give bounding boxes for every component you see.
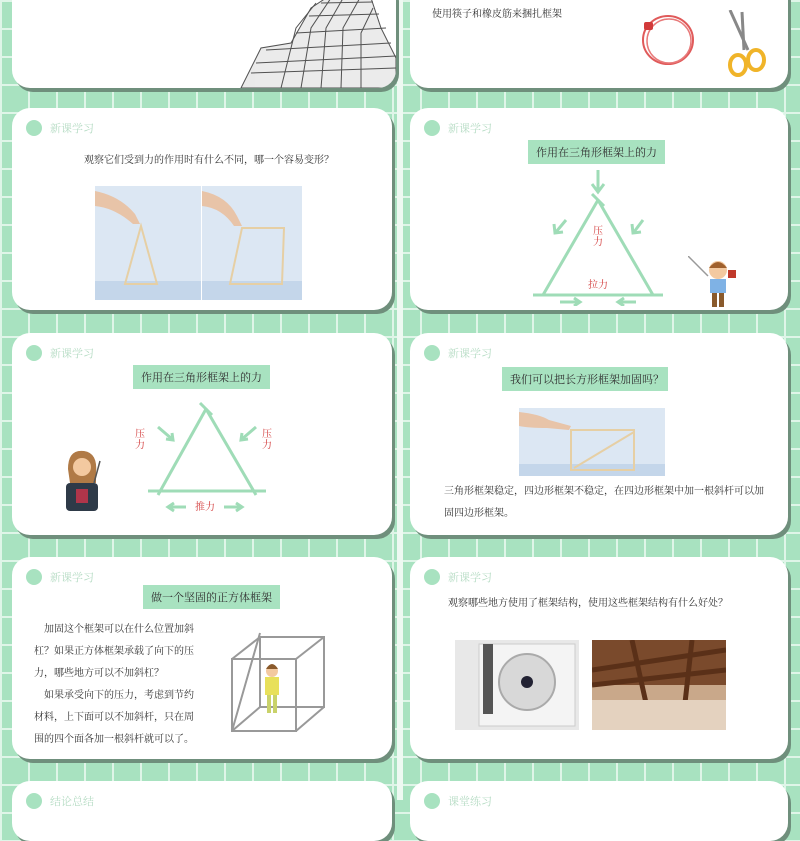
section-label: 新课学习 bbox=[50, 571, 94, 584]
slide-7[interactable] bbox=[12, 557, 392, 759]
bullet-dot-icon bbox=[26, 569, 42, 585]
slide-6-header bbox=[424, 345, 492, 361]
slide-3-question: 观察它们受到力的作用时有什么不同，哪一个容易变形？ bbox=[84, 155, 334, 166]
slide-10-header bbox=[424, 793, 492, 809]
slide-7-paragraph-2: 如果承受向下的压力，考虑到节约材料，上下面可以不加斜杆，只在周围的四个面各加一根斜杆就可以了。 bbox=[34, 690, 194, 745]
bullet-dot-icon bbox=[26, 793, 42, 809]
section-label: 新课学习 bbox=[50, 122, 94, 135]
bullet-dot-icon bbox=[26, 120, 42, 136]
building-wireframe-image bbox=[221, 0, 396, 88]
section-label: 结论总结 bbox=[50, 795, 94, 808]
bullet-dot-icon bbox=[26, 345, 42, 361]
slide-9[interactable] bbox=[12, 781, 392, 841]
slide-6[interactable] bbox=[410, 333, 788, 535]
slide-10[interactable] bbox=[410, 781, 788, 841]
push-label: 推力 bbox=[195, 502, 215, 513]
teacher-boy-illustration bbox=[688, 256, 748, 308]
rectangle-frame-photo bbox=[519, 408, 665, 476]
square-frame-photo bbox=[202, 186, 302, 300]
cube-frame-illustration bbox=[230, 629, 340, 739]
scissors-icon bbox=[720, 10, 770, 80]
bullet-dot-icon bbox=[424, 793, 440, 809]
slide-5[interactable] bbox=[12, 333, 392, 535]
slide-8-question: 观察哪些地方使用了框架结构，使用这些框架结构有什么好处？ bbox=[448, 598, 728, 609]
slide-2-text: 使用筷子和橡皮筋来捆扎框架 bbox=[432, 9, 562, 20]
press-label: 压力 bbox=[593, 226, 603, 248]
slide-7-header bbox=[26, 569, 94, 585]
slide-7-title: 做一个坚固的正方体框架 bbox=[143, 585, 280, 609]
press-label-right: 压力 bbox=[262, 429, 272, 451]
slide-1[interactable] bbox=[12, 0, 396, 88]
slide-7-paragraph-1: 加固这个框架可以在什么位置加斜杠？如果正方体框架承载了向下的压力，哪些地方可以不加斜杠？ bbox=[34, 624, 194, 679]
triangle-force-diagram bbox=[144, 401, 284, 517]
air-conditioner-photo bbox=[455, 640, 579, 730]
section-label: 新课学习 bbox=[448, 347, 492, 360]
section-label: 新课学习 bbox=[448, 571, 492, 584]
slide-4[interactable] bbox=[410, 108, 788, 310]
wooden-roof-photo bbox=[592, 640, 726, 730]
section-label: 新课学习 bbox=[448, 122, 492, 135]
slide-8-header bbox=[424, 569, 492, 585]
slide-5-header bbox=[26, 345, 94, 361]
slide-4-title: 作用在三角形框架上的力 bbox=[528, 140, 665, 164]
pull-label: 拉力 bbox=[588, 280, 608, 291]
rubber-band-icon bbox=[638, 12, 698, 68]
slide-2[interactable] bbox=[410, 0, 788, 88]
slide-3[interactable] bbox=[12, 108, 392, 310]
triangle-frame-photo bbox=[95, 186, 201, 300]
section-label: 课堂练习 bbox=[448, 795, 492, 808]
bullet-dot-icon bbox=[424, 120, 440, 136]
slide-9-header bbox=[26, 793, 94, 809]
teacher-woman-illustration bbox=[60, 449, 110, 513]
slide-8[interactable] bbox=[410, 557, 788, 759]
slide-4-header bbox=[424, 120, 492, 136]
slide-6-title: 我们可以把长方形框架加固吗？ bbox=[502, 367, 668, 391]
column-gutter bbox=[397, 0, 403, 800]
bullet-dot-icon bbox=[424, 569, 440, 585]
section-label: 新课学习 bbox=[50, 347, 94, 360]
bullet-dot-icon bbox=[424, 345, 440, 361]
slide-6-body: 三角形框架稳定，四边形框架不稳定，在四边形框架中加一根斜杆可以加固四边形框架。 bbox=[444, 486, 764, 519]
press-label-left: 压力 bbox=[135, 429, 145, 451]
slide-3-header bbox=[26, 120, 94, 136]
slide-5-title: 作用在三角形框架上的力 bbox=[133, 365, 270, 389]
